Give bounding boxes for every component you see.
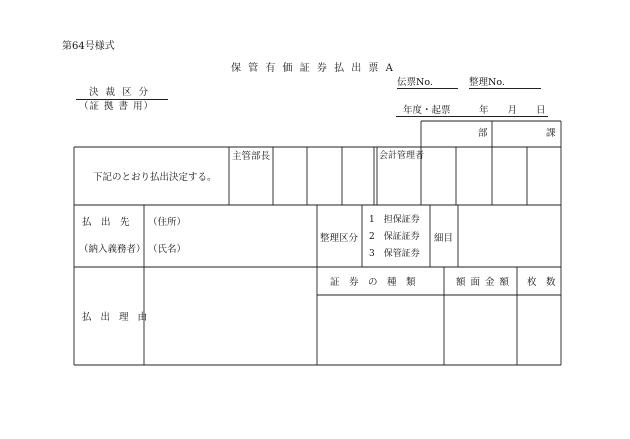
column-securities-type: 証 券 の 種 類 <box>330 277 416 288</box>
manager-label: 主管部長 <box>232 151 271 162</box>
bu-label: 部 <box>478 128 488 139</box>
payout-decision-statement: 下記のとおり払出決定する。 <box>93 172 217 183</box>
ka-label: 課 <box>546 128 556 139</box>
form-title: 保 管 有 価 証 券 払 出 票 A <box>231 63 395 74</box>
accounting-manager-label: 会計管理者 <box>379 151 425 161</box>
name-label: （氏名） <box>148 244 187 255</box>
seiri-no-label: 整理No. <box>469 77 505 88</box>
category-label: 整理区分 <box>320 233 359 244</box>
evidence-label: （証 拠 書 用） <box>79 101 155 112</box>
voucher-no-label: 伝票No. <box>397 77 433 88</box>
date-line: 年度・起票 年 月 日 <box>403 105 546 116</box>
form-number: 第64号様式 <box>62 41 115 52</box>
column-face-value: 額 面 金 額 <box>456 277 511 288</box>
address-label: （住所） <box>148 217 187 228</box>
category-option: 3 保管証券 <box>369 249 420 259</box>
category-option: 2 保証証券 <box>369 232 420 242</box>
detail-label: 細目 <box>434 233 454 244</box>
category-option: 1 担保証券 <box>369 215 420 225</box>
reason-label: 払 出 理 由 <box>82 312 151 323</box>
payee-label: 払 出 先 <box>82 217 130 228</box>
column-count: 枚 数 <box>527 277 556 288</box>
payee-sublabel: （納入義務者） <box>79 244 146 255</box>
decision-category-label: 決 裁 区 分 <box>89 87 151 98</box>
